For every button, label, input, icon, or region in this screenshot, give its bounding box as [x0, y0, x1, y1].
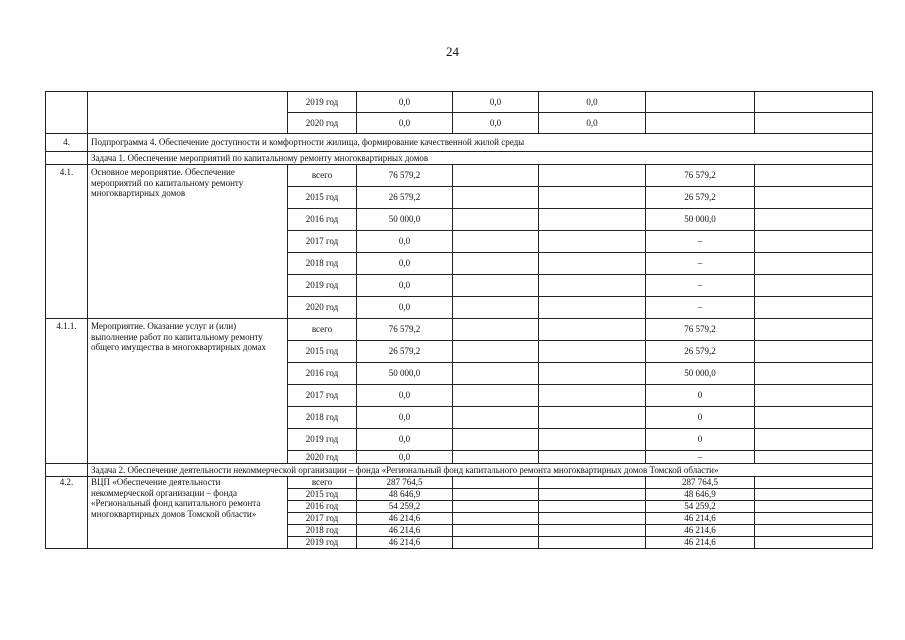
year-cell: 2019 год: [288, 537, 357, 549]
total-cell: 26 579,2: [357, 187, 453, 209]
value-cell: [646, 113, 755, 134]
value-cell: 48 646,9: [646, 489, 755, 501]
value-cell: [755, 407, 873, 429]
value-cell: [539, 319, 646, 341]
year-cell: 2016 год: [288, 209, 357, 231]
value-cell: [755, 537, 873, 549]
value-cell: [755, 275, 873, 297]
value-cell: [539, 297, 646, 319]
value-cell: [453, 187, 539, 209]
total-cell: 76 579,2: [357, 319, 453, 341]
value-cell: 50 000,0: [646, 363, 755, 385]
total-cell: 46 214,6: [357, 513, 453, 525]
value-cell: [539, 231, 646, 253]
value-cell: [755, 165, 873, 187]
year-cell: 2019 год: [288, 275, 357, 297]
num-cell: [46, 92, 88, 134]
total-cell: 46 214,6: [357, 525, 453, 537]
value-cell: –: [646, 275, 755, 297]
value-cell: [453, 525, 539, 537]
year-cell: всего: [288, 165, 357, 187]
year-cell: 2020 год: [288, 297, 357, 319]
value-cell: [539, 407, 646, 429]
value-cell: [453, 513, 539, 525]
value-cell: [453, 477, 539, 489]
value-cell: [755, 113, 873, 134]
year-cell: 2016 год: [288, 363, 357, 385]
desc-cell: Мероприятие. Оказание услуг и (или) выполнение работ по капитальному ремонту общего имущества в многоквартирных домах: [88, 319, 288, 464]
value-cell: [539, 341, 646, 363]
value-cell: [453, 231, 539, 253]
total-cell: 0,0: [357, 231, 453, 253]
value-cell: [755, 489, 873, 501]
value-cell: [539, 385, 646, 407]
value-cell: 26 579,2: [646, 341, 755, 363]
subprogram-row: [46, 134, 873, 152]
year-cell: 2020 год: [288, 451, 357, 464]
value-cell: [755, 513, 873, 525]
value-cell: [453, 275, 539, 297]
value-cell: [755, 187, 873, 209]
year-cell: 2019 год: [288, 429, 357, 451]
num-cell: [46, 464, 88, 477]
value-cell: [755, 209, 873, 231]
value-cell: [539, 501, 646, 513]
year-cell: 2018 год: [288, 407, 357, 429]
total-cell: 48 646,9: [357, 489, 453, 501]
desc-cell: [88, 92, 288, 134]
value-cell: [539, 525, 646, 537]
year-cell: 2015 год: [288, 489, 357, 501]
total-cell: 26 579,2: [357, 341, 453, 363]
value-cell: [453, 363, 539, 385]
task-title: Задача 1. Обеспечение мероприятий по капитальному ремонту многоквартирных домов: [88, 152, 873, 165]
total-cell: 0,0: [357, 275, 453, 297]
year-cell: 2015 год: [288, 341, 357, 363]
value-cell: [646, 92, 755, 113]
table-row: [46, 477, 873, 489]
value-cell: [755, 525, 873, 537]
value-cell: [755, 92, 873, 113]
value-cell: –: [646, 297, 755, 319]
desc-cell: Основное мероприятие. Обеспечение мероприятий по капитальному ремонту многоквартирных домов: [88, 165, 288, 319]
value-cell: 26 579,2: [646, 187, 755, 209]
value-cell: [755, 501, 873, 513]
year-cell: 2017 год: [288, 231, 357, 253]
value-cell: 46 214,6: [646, 513, 755, 525]
value-cell: [755, 451, 873, 464]
task-title: Задача 2. Обеспечение деятельности некоммерческой организации – фонда «Региональный фонд капитального ремонта многоквартирных домов Томской области»: [88, 464, 873, 477]
num-cell: 4.2.: [46, 477, 88, 549]
value-cell: [755, 385, 873, 407]
value-cell: [755, 231, 873, 253]
value-cell: 0,0: [453, 113, 539, 134]
total-cell: 46 214,6: [357, 537, 453, 549]
value-cell: [453, 297, 539, 319]
value-cell: [539, 363, 646, 385]
total-cell: 0,0: [357, 407, 453, 429]
value-cell: [755, 477, 873, 489]
value-cell: [453, 489, 539, 501]
value-cell: [539, 187, 646, 209]
value-cell: 46 214,6: [646, 525, 755, 537]
year-cell: всего: [288, 319, 357, 341]
value-cell: [453, 537, 539, 549]
total-cell: 0,0: [357, 451, 453, 464]
value-cell: [755, 319, 873, 341]
value-cell: [453, 209, 539, 231]
total-cell: 0,0: [357, 297, 453, 319]
value-cell: 0,0: [453, 92, 539, 113]
value-cell: [453, 501, 539, 513]
value-cell: –: [646, 231, 755, 253]
value-cell: [539, 275, 646, 297]
value-cell: [755, 363, 873, 385]
value-cell: 0: [646, 429, 755, 451]
year-cell: 2017 год: [288, 385, 357, 407]
total-cell: 0,0: [357, 113, 453, 134]
value-cell: 76 579,2: [646, 165, 755, 187]
desc-cell: ВЦП «Обеспечение деятельности некоммерческой организации – фонда «Региональный фонд капитального ремонта многоквартирных домов Томской области»: [88, 477, 288, 549]
value-cell: [453, 451, 539, 464]
value-cell: [539, 451, 646, 464]
value-cell: [539, 429, 646, 451]
year-cell: 2018 год: [288, 253, 357, 275]
value-cell: [755, 297, 873, 319]
value-cell: –: [646, 253, 755, 275]
value-cell: [539, 513, 646, 525]
value-cell: 54 259,2: [646, 501, 755, 513]
year-cell: 2017 год: [288, 513, 357, 525]
value-cell: [539, 165, 646, 187]
value-cell: 0,0: [539, 113, 646, 134]
value-cell: 50 000,0: [646, 209, 755, 231]
value-cell: [453, 429, 539, 451]
value-cell: [453, 165, 539, 187]
year-cell: 2016 год: [288, 501, 357, 513]
year-cell: 2019 год: [288, 92, 357, 113]
value-cell: 0,0: [539, 92, 646, 113]
year-cell: всего: [288, 477, 357, 489]
total-cell: 287 764,5: [357, 477, 453, 489]
value-cell: [453, 407, 539, 429]
table-row: [46, 319, 873, 341]
value-cell: 76 579,2: [646, 319, 755, 341]
value-cell: [453, 319, 539, 341]
value-cell: 0: [646, 407, 755, 429]
num-cell: 4.1.1.: [46, 319, 88, 464]
value-cell: [453, 341, 539, 363]
value-cell: [755, 429, 873, 451]
value-cell: [453, 385, 539, 407]
value-cell: –: [646, 451, 755, 464]
budget-table: [45, 91, 873, 549]
table-row: [46, 92, 873, 113]
value-cell: [539, 489, 646, 501]
value-cell: [539, 209, 646, 231]
subprogram-title: Подпрограмма 4. Обеспечение доступности и комфортности жилища, формирование качественной жилой среды: [88, 134, 873, 152]
page-number: 24: [446, 44, 459, 59]
table-row: [46, 165, 873, 187]
total-cell: 50 000,0: [357, 209, 453, 231]
value-cell: [539, 253, 646, 275]
value-cell: 0: [646, 385, 755, 407]
year-cell: 2015 год: [288, 187, 357, 209]
total-cell: 50 000,0: [357, 363, 453, 385]
task-row: [46, 464, 873, 477]
value-cell: [755, 341, 873, 363]
num-cell: 4.1.: [46, 165, 88, 319]
value-cell: [453, 253, 539, 275]
total-cell: 0,0: [357, 92, 453, 113]
total-cell: 0,0: [357, 385, 453, 407]
total-cell: 0,0: [357, 253, 453, 275]
value-cell: [755, 253, 873, 275]
value-cell: 46 214,6: [646, 537, 755, 549]
total-cell: 0,0: [357, 429, 453, 451]
num-cell: 4.: [46, 134, 88, 152]
value-cell: [539, 537, 646, 549]
year-cell: 2020 год: [288, 113, 357, 134]
total-cell: 76 579,2: [357, 165, 453, 187]
total-cell: 54 259,2: [357, 501, 453, 513]
value-cell: 287 764,5: [646, 477, 755, 489]
num-cell: [46, 152, 88, 165]
value-cell: [539, 477, 646, 489]
year-cell: 2018 год: [288, 525, 357, 537]
task-row: [46, 152, 873, 165]
